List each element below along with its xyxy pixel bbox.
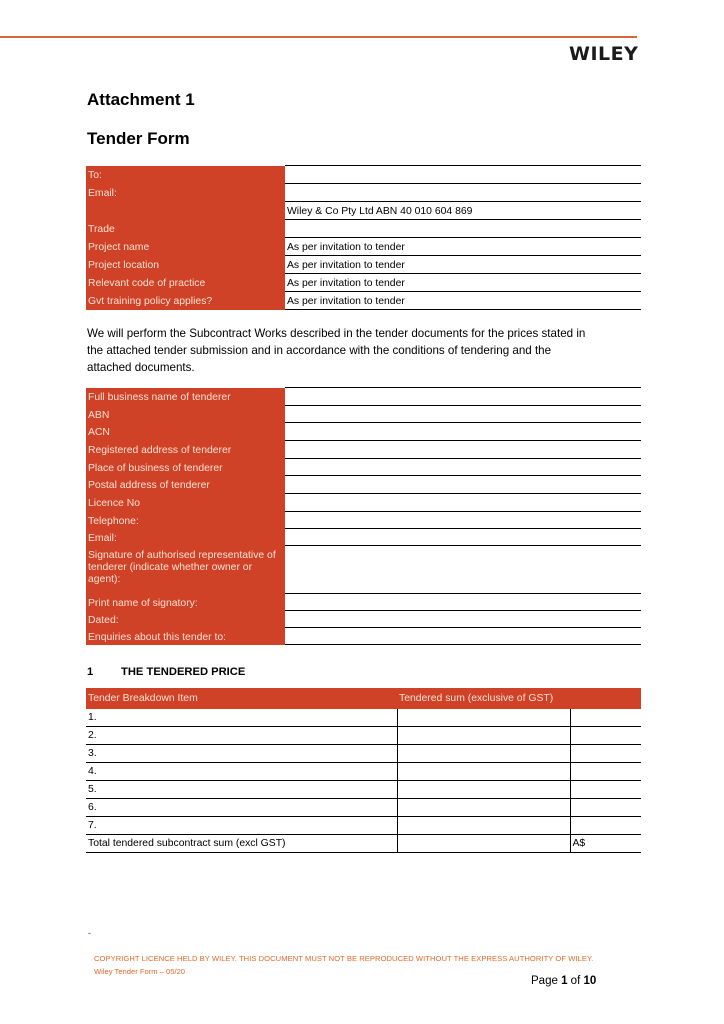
breakdown-item-cell: 3. xyxy=(86,745,397,763)
tendered-price-table xyxy=(86,688,641,853)
section-number: 1 xyxy=(87,666,94,678)
attachment-heading: Attachment 1 xyxy=(87,90,195,109)
tenderer-row xyxy=(86,441,641,459)
field-label: Email: xyxy=(86,529,285,546)
price-row xyxy=(86,727,641,745)
tendered-sum-cell[interactable] xyxy=(397,835,570,853)
copyright-notice: COPYRIGHT LICENCE HELD BY WILEY. THIS DOCUMENT MUST NOT BE REPRODUCED WITHOUT THE EXPRESS AUTHORITY OF WILEY. xyxy=(94,954,594,963)
column-header xyxy=(570,688,641,709)
price-row xyxy=(86,709,641,727)
price-row xyxy=(86,781,641,799)
page-current: 1 xyxy=(561,975,568,987)
field-value[interactable] xyxy=(285,494,641,512)
tenderer-row xyxy=(86,628,641,645)
field-value[interactable]: As per invitation to tender xyxy=(285,256,641,274)
breakdown-item-cell: 4. xyxy=(86,763,397,781)
tendered-sum-cell[interactable] xyxy=(570,709,641,727)
tendered-sum-cell[interactable] xyxy=(397,781,570,799)
price-table-header xyxy=(86,688,641,709)
price-row xyxy=(86,799,641,817)
project-row xyxy=(86,238,641,256)
price-row xyxy=(86,763,641,781)
breakdown-item-cell: Total tendered subcontract sum (excl GST) xyxy=(86,835,397,853)
field-label: Licence No xyxy=(86,494,285,512)
project-row xyxy=(86,292,641,310)
breakdown-item-cell: 6. xyxy=(86,799,397,817)
field-label: Trade xyxy=(86,220,285,238)
tenderer-row xyxy=(86,406,641,423)
field-value[interactable] xyxy=(285,611,641,628)
field-label xyxy=(86,202,285,220)
field-label: Full business name of tenderer xyxy=(86,388,285,406)
form-version: Wiley Tender Form – 05/20 xyxy=(94,967,186,976)
field-value[interactable] xyxy=(285,220,641,238)
page-label: Page xyxy=(531,975,558,987)
tendered-sum-cell[interactable] xyxy=(397,817,570,835)
field-label: Gvt training policy applies? xyxy=(86,292,285,310)
field-value[interactable] xyxy=(285,512,641,529)
tenderer-details-table xyxy=(86,387,641,645)
field-label: ACN xyxy=(86,423,285,441)
field-label: Project name xyxy=(86,238,285,256)
field-label: ABN xyxy=(86,406,285,423)
field-label: Telephone: xyxy=(86,512,285,529)
project-row xyxy=(86,274,641,292)
page-of: of xyxy=(570,975,581,987)
field-label: Enquiries about this tender to: xyxy=(86,628,285,645)
tendered-sum-cell[interactable] xyxy=(570,763,641,781)
section-heading xyxy=(87,666,245,678)
tendered-sum-cell[interactable] xyxy=(397,709,570,727)
project-row xyxy=(86,202,641,220)
tendered-sum-cell[interactable] xyxy=(570,817,641,835)
section-title: THE TENDERED PRICE xyxy=(121,666,246,678)
field-value[interactable] xyxy=(285,628,641,645)
statement-paragraph: We will perform the Subcontract Works described in the tender documents for the prices stated in the attached tender submission and in accordance with the conditions of tendering and the attached documents. xyxy=(87,327,586,374)
field-value[interactable] xyxy=(285,594,641,611)
field-value[interactable]: As per invitation to tender xyxy=(285,274,641,292)
field-value[interactable]: Wiley & Co Pty Ltd ABN 40 010 604 869 xyxy=(285,202,641,220)
tendered-sum-cell[interactable] xyxy=(397,763,570,781)
column-header: Tender Breakdown Item xyxy=(86,688,397,709)
tendered-sum-cell[interactable] xyxy=(397,727,570,745)
field-label: Print name of signatory: xyxy=(86,594,285,611)
tenderer-row xyxy=(86,459,641,476)
field-label: Place of business of tenderer xyxy=(86,459,285,476)
form-title: Tender Form xyxy=(87,129,190,148)
tenderer-row xyxy=(86,594,641,611)
field-label: Dated: xyxy=(86,611,285,628)
field-label: Registered address of tenderer xyxy=(86,441,285,459)
column-header: Tendered sum (exclusive of GST) xyxy=(397,688,570,709)
field-value[interactable] xyxy=(285,529,641,546)
project-details-table xyxy=(86,165,641,310)
breakdown-item-cell: 5. xyxy=(86,781,397,799)
tendered-sum-cell[interactable] xyxy=(570,745,641,763)
field-value[interactable] xyxy=(285,166,641,184)
tendered-sum-cell[interactable] xyxy=(397,745,570,763)
breakdown-item-cell: 2. xyxy=(86,727,397,745)
field-value[interactable] xyxy=(285,459,641,476)
field-value[interactable] xyxy=(285,423,641,441)
wiley-logo: WILEY xyxy=(569,43,639,65)
breakdown-item-cell: 7. xyxy=(86,817,397,835)
field-value[interactable] xyxy=(285,546,641,594)
project-row xyxy=(86,166,641,184)
page-total: 10 xyxy=(583,975,597,987)
field-label: To: xyxy=(86,166,285,184)
tenderer-row xyxy=(86,529,641,546)
header-rule xyxy=(0,36,637,38)
project-row xyxy=(86,184,641,202)
field-label: Relevant code of practice xyxy=(86,274,285,292)
price-row xyxy=(86,745,641,763)
field-value[interactable] xyxy=(285,476,641,494)
field-label: Project location xyxy=(86,256,285,274)
tenderer-row xyxy=(86,476,641,494)
tenderer-row xyxy=(86,423,641,441)
tenderer-row xyxy=(86,512,641,529)
field-value[interactable] xyxy=(285,184,641,202)
field-value[interactable]: As per invitation to tender xyxy=(285,238,641,256)
field-value[interactable] xyxy=(285,441,641,459)
project-row xyxy=(86,256,641,274)
footer-dash: - xyxy=(88,928,91,938)
tendered-sum-cell[interactable] xyxy=(397,799,570,817)
field-label: Email: xyxy=(86,184,285,202)
breakdown-item-cell: 1. xyxy=(86,709,397,727)
field-value[interactable]: As per invitation to tender xyxy=(285,292,641,310)
project-row xyxy=(86,220,641,238)
tendered-sum-cell[interactable] xyxy=(570,727,641,745)
page-number xyxy=(531,975,596,987)
tenderer-row xyxy=(86,611,641,628)
field-value[interactable] xyxy=(285,388,641,406)
field-value[interactable] xyxy=(285,406,641,423)
field-label: Signature of authorised representative of tenderer (indicate whether owner or agent): xyxy=(86,546,285,594)
price-row xyxy=(86,817,641,835)
tendered-sum-cell[interactable] xyxy=(570,799,641,817)
tendered-sum-cell[interactable] xyxy=(570,781,641,799)
tendered-sum-cell[interactable]: A$ xyxy=(570,835,641,853)
tenderer-row xyxy=(86,494,641,512)
tenderer-row xyxy=(86,388,641,406)
field-label: Postal address of tenderer xyxy=(86,476,285,494)
tenderer-row xyxy=(86,546,641,594)
price-row xyxy=(86,835,641,853)
